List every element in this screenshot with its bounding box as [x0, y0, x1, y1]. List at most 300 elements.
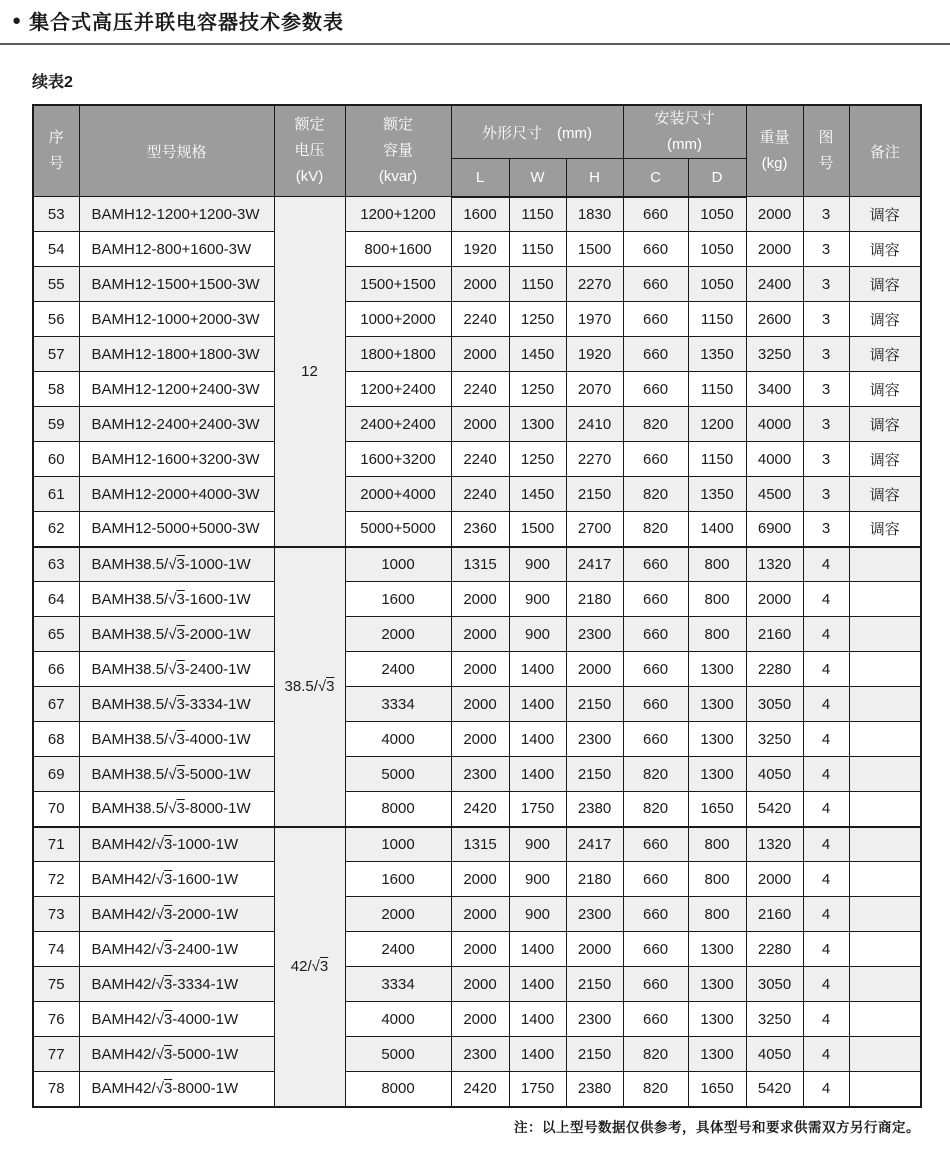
header-seq-line1: 序 [48, 129, 64, 146]
table-row [33, 687, 921, 722]
cell-dim-w: 1450 [509, 337, 566, 372]
cell-mount-c: 660 [623, 197, 688, 232]
cell-mount-d: 1300 [688, 932, 746, 967]
header-model: 型号规格 [79, 105, 274, 197]
cell-model: BAMH12-5000+5000-3W [79, 512, 274, 547]
cell-mount-c: 660 [623, 617, 688, 652]
cell-capacity: 1600 [345, 862, 451, 897]
cell-capacity: 4000 [345, 722, 451, 757]
cell-capacity: 2400 [345, 652, 451, 687]
cell-model: BAMH38.5/√3-2400-1W [79, 652, 274, 687]
cell-dim-h: 2300 [566, 722, 623, 757]
cell-mount-c: 660 [623, 897, 688, 932]
cell-seq: 78 [33, 1072, 79, 1107]
header-dim-w: W [509, 159, 566, 197]
cell-mount-d: 1300 [688, 1037, 746, 1072]
cell-dim-w: 1500 [509, 512, 566, 547]
header-voltage-line2: 电压 [294, 142, 325, 159]
cell-mount-d: 1150 [688, 442, 746, 477]
cell-weight: 6900 [746, 512, 803, 547]
cell-voltage: 38.5/√3 [274, 547, 345, 827]
cell-dim-l: 1315 [451, 827, 509, 862]
cell-fig: 3 [803, 267, 849, 302]
table-row [33, 862, 921, 897]
cell-dim-w: 900 [509, 827, 566, 862]
cell-remark [849, 582, 921, 617]
cell-dim-l: 2000 [451, 407, 509, 442]
table-row [33, 582, 921, 617]
cell-mount-c: 660 [623, 687, 688, 722]
table-row [33, 932, 921, 967]
cell-model: BAMH12-1800+1800-3W [79, 337, 274, 372]
cell-dim-l: 2420 [451, 792, 509, 827]
title-divider [0, 43, 950, 45]
cell-model: BAMH12-1200+1200-3W [79, 197, 274, 232]
cell-model: BAMH38.5/√3-1600-1W [79, 582, 274, 617]
cell-voltage: 12 [274, 197, 345, 547]
cell-dim-w: 1400 [509, 1037, 566, 1072]
cell-mount-c: 660 [623, 652, 688, 687]
cell-dim-h: 1500 [566, 232, 623, 267]
cell-dim-w: 1150 [509, 197, 566, 232]
table-row [33, 302, 921, 337]
table-row [33, 337, 921, 372]
cell-mount-c: 660 [623, 862, 688, 897]
cell-capacity: 800+1600 [345, 232, 451, 267]
cell-seq: 59 [33, 407, 79, 442]
cell-weight: 5420 [746, 1072, 803, 1107]
cell-dim-h: 2380 [566, 1072, 623, 1107]
cell-model: BAMH12-1200+2400-3W [79, 372, 274, 407]
cell-mount-c: 820 [623, 1072, 688, 1107]
cell-capacity: 1000 [345, 547, 451, 582]
cell-mount-c: 660 [623, 827, 688, 862]
cell-weight: 3050 [746, 687, 803, 722]
cell-fig: 4 [803, 1072, 849, 1107]
cell-mount-c: 660 [623, 267, 688, 302]
cell-dim-h: 2300 [566, 617, 623, 652]
table-row [33, 267, 921, 302]
cell-seq: 75 [33, 967, 79, 1002]
cell-mount-d: 1300 [688, 652, 746, 687]
cell-mount-d: 1300 [688, 722, 746, 757]
table-head [33, 105, 921, 197]
cell-fig: 4 [803, 1002, 849, 1037]
cell-dim-w: 900 [509, 582, 566, 617]
cell-mount-c: 820 [623, 1037, 688, 1072]
cell-weight: 2160 [746, 897, 803, 932]
document-header [0, 0, 950, 43]
cell-remark [849, 932, 921, 967]
cell-dim-w: 1400 [509, 687, 566, 722]
cell-dim-w: 1400 [509, 967, 566, 1002]
cell-seq: 76 [33, 1002, 79, 1037]
cell-mount-c: 660 [623, 722, 688, 757]
cell-dim-l: 2000 [451, 617, 509, 652]
cell-seq: 64 [33, 582, 79, 617]
cell-dim-h: 2150 [566, 687, 623, 722]
cell-mount-d: 800 [688, 827, 746, 862]
cell-mount-d: 1300 [688, 1002, 746, 1037]
cell-capacity: 1600 [345, 582, 451, 617]
cell-weight: 4500 [746, 477, 803, 512]
cell-fig: 3 [803, 197, 849, 232]
cell-dim-l: 2000 [451, 267, 509, 302]
cell-mount-d: 1050 [688, 267, 746, 302]
cell-remark: 调容 [849, 267, 921, 302]
cell-dim-l: 2240 [451, 372, 509, 407]
cell-fig: 4 [803, 687, 849, 722]
cell-weight: 1320 [746, 827, 803, 862]
cell-dim-h: 2180 [566, 582, 623, 617]
cell-model: BAMH42/√3-3334-1W [79, 967, 274, 1002]
cell-mount-d: 1300 [688, 757, 746, 792]
table-row [33, 1072, 921, 1107]
cell-dim-w: 1400 [509, 722, 566, 757]
cell-seq: 62 [33, 512, 79, 547]
cell-seq: 55 [33, 267, 79, 302]
cell-dim-w: 1400 [509, 652, 566, 687]
header-voltage [274, 105, 345, 197]
cell-dim-l: 2360 [451, 512, 509, 547]
cell-dim-l: 2300 [451, 757, 509, 792]
cell-mount-d: 1300 [688, 687, 746, 722]
header-figure-line1: 图 [818, 129, 834, 146]
cell-mount-c: 660 [623, 582, 688, 617]
cell-remark: 调容 [849, 442, 921, 477]
header-weight [746, 105, 803, 197]
header-dim-l: L [451, 159, 509, 197]
header-mounting-line2: (mm) [667, 136, 703, 153]
cell-fig: 4 [803, 967, 849, 1002]
cell-weight: 1320 [746, 547, 803, 582]
cell-weight: 2000 [746, 232, 803, 267]
table-row [33, 1037, 921, 1072]
cell-remark: 调容 [849, 337, 921, 372]
cell-remark [849, 617, 921, 652]
cell-fig: 4 [803, 617, 849, 652]
header-seq-line2: 号 [48, 155, 64, 172]
cell-dim-l: 1600 [451, 197, 509, 232]
cell-mount-c: 660 [623, 372, 688, 407]
cell-mount-d: 800 [688, 897, 746, 932]
cell-weight: 5420 [746, 792, 803, 827]
cell-model: BAMH42/√3-1600-1W [79, 862, 274, 897]
cell-capacity: 2000 [345, 617, 451, 652]
cell-mount-c: 660 [623, 442, 688, 477]
cell-capacity: 1000 [345, 827, 451, 862]
cell-dim-w: 900 [509, 897, 566, 932]
cell-model: BAMH12-2400+2400-3W [79, 407, 274, 442]
cell-seq: 74 [33, 932, 79, 967]
cell-dim-h: 1830 [566, 197, 623, 232]
cell-capacity: 1500+1500 [345, 267, 451, 302]
cell-mount-d: 1150 [688, 302, 746, 337]
cell-fig: 3 [803, 372, 849, 407]
table-body [33, 197, 921, 1107]
cell-dim-h: 2150 [566, 477, 623, 512]
cell-model: BAMH42/√3-5000-1W [79, 1037, 274, 1072]
cell-fig: 4 [803, 1037, 849, 1072]
cell-model: BAMH42/√3-2400-1W [79, 932, 274, 967]
cell-dim-h: 2300 [566, 897, 623, 932]
cell-weight: 3400 [746, 372, 803, 407]
cell-model: BAMH12-2000+4000-3W [79, 477, 274, 512]
cell-seq: 77 [33, 1037, 79, 1072]
cell-dim-h: 2180 [566, 862, 623, 897]
table-row [33, 477, 921, 512]
cell-dim-h: 2300 [566, 1002, 623, 1037]
header-weight-line1: 重量 [759, 129, 790, 146]
cell-mount-d: 1200 [688, 407, 746, 442]
cell-dim-w: 1400 [509, 932, 566, 967]
cell-dim-w: 1750 [509, 1072, 566, 1107]
cell-capacity: 2000 [345, 897, 451, 932]
cell-mount-d: 1150 [688, 372, 746, 407]
cell-dim-w: 900 [509, 547, 566, 582]
header-figure [803, 105, 849, 197]
cell-seq: 71 [33, 827, 79, 862]
cell-dim-w: 1150 [509, 232, 566, 267]
cell-mount-d: 1650 [688, 792, 746, 827]
cell-capacity: 2400 [345, 932, 451, 967]
cell-capacity: 1000+2000 [345, 302, 451, 337]
cell-fig: 4 [803, 897, 849, 932]
cell-remark: 调容 [849, 512, 921, 547]
table-row [33, 897, 921, 932]
cell-seq: 54 [33, 232, 79, 267]
cell-mount-c: 660 [623, 337, 688, 372]
cell-fig: 3 [803, 337, 849, 372]
header-mount-c: C [623, 159, 688, 197]
cell-dim-h: 2150 [566, 967, 623, 1002]
cell-remark: 调容 [849, 407, 921, 442]
cell-capacity: 1800+1800 [345, 337, 451, 372]
cell-model: BAMH12-1600+3200-3W [79, 442, 274, 477]
cell-dim-w: 1400 [509, 1002, 566, 1037]
header-mounting-line1: 安装尺寸 [654, 110, 715, 127]
table-row [33, 442, 921, 477]
cell-dim-h: 1970 [566, 302, 623, 337]
table-row [33, 792, 921, 827]
cell-seq: 60 [33, 442, 79, 477]
cell-capacity: 8000 [345, 792, 451, 827]
cell-capacity: 3334 [345, 967, 451, 1002]
cell-mount-d: 800 [688, 617, 746, 652]
continuation-label: 续表2 [32, 74, 73, 91]
cell-mount-d: 800 [688, 547, 746, 582]
cell-seq: 53 [33, 197, 79, 232]
page-title: 集合式高压并联电容器技术参数表 [29, 12, 345, 34]
header-seq [33, 105, 79, 197]
cell-remark [849, 547, 921, 582]
cell-dim-h: 2150 [566, 1037, 623, 1072]
cell-seq: 67 [33, 687, 79, 722]
cell-model: BAMH42/√3-8000-1W [79, 1072, 274, 1107]
cell-remark [849, 1072, 921, 1107]
table-row [33, 827, 921, 862]
bullet-icon: ● [12, 12, 22, 29]
table-row [33, 372, 921, 407]
header-capacity-line1: 额定 [382, 116, 413, 133]
cell-mount-c: 820 [623, 477, 688, 512]
header-mounting-group [623, 105, 746, 159]
cell-fig: 4 [803, 757, 849, 792]
cell-seq: 73 [33, 897, 79, 932]
footnote: 注：以上型号数据仅供参考，具体型号和要求供需双方另行商定。 [514, 1119, 920, 1135]
cell-dim-h: 2070 [566, 372, 623, 407]
cell-capacity: 2000+4000 [345, 477, 451, 512]
cell-capacity: 3334 [345, 687, 451, 722]
cell-weight: 4000 [746, 407, 803, 442]
cell-dim-l: 2000 [451, 722, 509, 757]
cell-remark [849, 1002, 921, 1037]
cell-dim-l: 2300 [451, 1037, 509, 1072]
cell-model: BAMH38.5/√3-8000-1W [79, 792, 274, 827]
cell-dim-w: 1150 [509, 267, 566, 302]
cell-voltage: 42/√3 [274, 827, 345, 1107]
cell-mount-c: 660 [623, 547, 688, 582]
table-row [33, 617, 921, 652]
cell-fig: 4 [803, 722, 849, 757]
cell-remark: 调容 [849, 197, 921, 232]
cell-remark [849, 652, 921, 687]
cell-dim-w: 1250 [509, 372, 566, 407]
cell-dim-h: 2270 [566, 442, 623, 477]
cell-remark: 调容 [849, 372, 921, 407]
cell-dim-l: 2000 [451, 862, 509, 897]
cell-model: BAMH38.5/√3-5000-1W [79, 757, 274, 792]
cell-remark [849, 792, 921, 827]
cell-weight: 2000 [746, 197, 803, 232]
cell-remark [849, 687, 921, 722]
cell-capacity: 1600+3200 [345, 442, 451, 477]
table-row [33, 547, 921, 582]
cell-capacity: 4000 [345, 1002, 451, 1037]
cell-dim-l: 2000 [451, 687, 509, 722]
cell-weight: 4050 [746, 757, 803, 792]
cell-remark [849, 1037, 921, 1072]
cell-dim-l: 2240 [451, 442, 509, 477]
cell-dim-h: 2417 [566, 827, 623, 862]
cell-model: BAMH12-1000+2000-3W [79, 302, 274, 337]
cell-dim-l: 2000 [451, 652, 509, 687]
cell-seq: 66 [33, 652, 79, 687]
cell-model: BAMH38.5/√3-1000-1W [79, 547, 274, 582]
cell-mount-d: 1050 [688, 197, 746, 232]
cell-dim-w: 1400 [509, 757, 566, 792]
cell-dim-l: 2240 [451, 477, 509, 512]
cell-capacity: 5000+5000 [345, 512, 451, 547]
cell-seq: 57 [33, 337, 79, 372]
cell-mount-c: 820 [623, 757, 688, 792]
cell-capacity: 5000 [345, 1037, 451, 1072]
cell-weight: 2400 [746, 267, 803, 302]
header-mount-d: D [688, 159, 746, 197]
cell-fig: 3 [803, 407, 849, 442]
cell-seq: 63 [33, 547, 79, 582]
cell-weight: 4000 [746, 442, 803, 477]
cell-dim-l: 1315 [451, 547, 509, 582]
cell-model: BAMH38.5/√3-4000-1W [79, 722, 274, 757]
cell-remark: 调容 [849, 302, 921, 337]
cell-dim-w: 1250 [509, 302, 566, 337]
cell-mount-d: 1050 [688, 232, 746, 267]
cell-mount-d: 800 [688, 582, 746, 617]
cell-dim-l: 2000 [451, 1002, 509, 1037]
table-row [33, 232, 921, 267]
header-dimensions-group: 外形尺寸 (mm) [451, 105, 623, 159]
cell-fig: 4 [803, 582, 849, 617]
cell-model: BAMH38.5/√3-2000-1W [79, 617, 274, 652]
header-capacity [345, 105, 451, 197]
header-capacity-line2: 容量 [382, 142, 413, 159]
cell-fig: 3 [803, 442, 849, 477]
header-dim-h: H [566, 159, 623, 197]
cell-fig: 3 [803, 477, 849, 512]
header-weight-line2: (kg) [761, 155, 788, 172]
table-row [33, 652, 921, 687]
cell-mount-d: 1350 [688, 337, 746, 372]
cell-fig: 3 [803, 232, 849, 267]
cell-seq: 68 [33, 722, 79, 757]
cell-remark [849, 827, 921, 862]
cell-dim-l: 2000 [451, 337, 509, 372]
header-voltage-line1: 额定 [294, 116, 325, 133]
cell-dim-w: 1300 [509, 407, 566, 442]
cell-remark [849, 967, 921, 1002]
table-row [33, 1002, 921, 1037]
cell-capacity: 1200+2400 [345, 372, 451, 407]
cell-model: BAMH42/√3-2000-1W [79, 897, 274, 932]
table-row [33, 512, 921, 547]
header-capacity-line3: (kvar) [378, 168, 418, 185]
cell-dim-w: 1250 [509, 442, 566, 477]
cell-mount-d: 1350 [688, 477, 746, 512]
cell-remark: 调容 [849, 477, 921, 512]
cell-dim-l: 2240 [451, 302, 509, 337]
cell-fig: 4 [803, 932, 849, 967]
cell-weight: 2280 [746, 932, 803, 967]
cell-dim-w: 900 [509, 862, 566, 897]
cell-dim-w: 1450 [509, 477, 566, 512]
cell-remark [849, 862, 921, 897]
cell-dim-l: 1920 [451, 232, 509, 267]
header-figure-line2: 号 [818, 155, 834, 172]
cell-mount-d: 1300 [688, 967, 746, 1002]
cell-fig: 4 [803, 827, 849, 862]
cell-mount-c: 660 [623, 932, 688, 967]
header-voltage-line3: (kV) [295, 168, 324, 185]
cell-dim-h: 2700 [566, 512, 623, 547]
header-remark: 备注 [849, 105, 921, 197]
cell-model: BAMH38.5/√3-3334-1W [79, 687, 274, 722]
cell-capacity: 8000 [345, 1072, 451, 1107]
cell-mount-c: 820 [623, 407, 688, 442]
cell-mount-c: 660 [623, 1002, 688, 1037]
cell-remark [849, 757, 921, 792]
cell-dim-h: 2270 [566, 267, 623, 302]
cell-model: BAMH42/√3-1000-1W [79, 827, 274, 862]
cell-weight: 2280 [746, 652, 803, 687]
cell-weight: 3050 [746, 967, 803, 1002]
cell-mount-d: 800 [688, 862, 746, 897]
cell-mount-d: 1650 [688, 1072, 746, 1107]
cell-capacity: 5000 [345, 757, 451, 792]
cell-dim-h: 1920 [566, 337, 623, 372]
cell-seq: 69 [33, 757, 79, 792]
table-row [33, 407, 921, 442]
